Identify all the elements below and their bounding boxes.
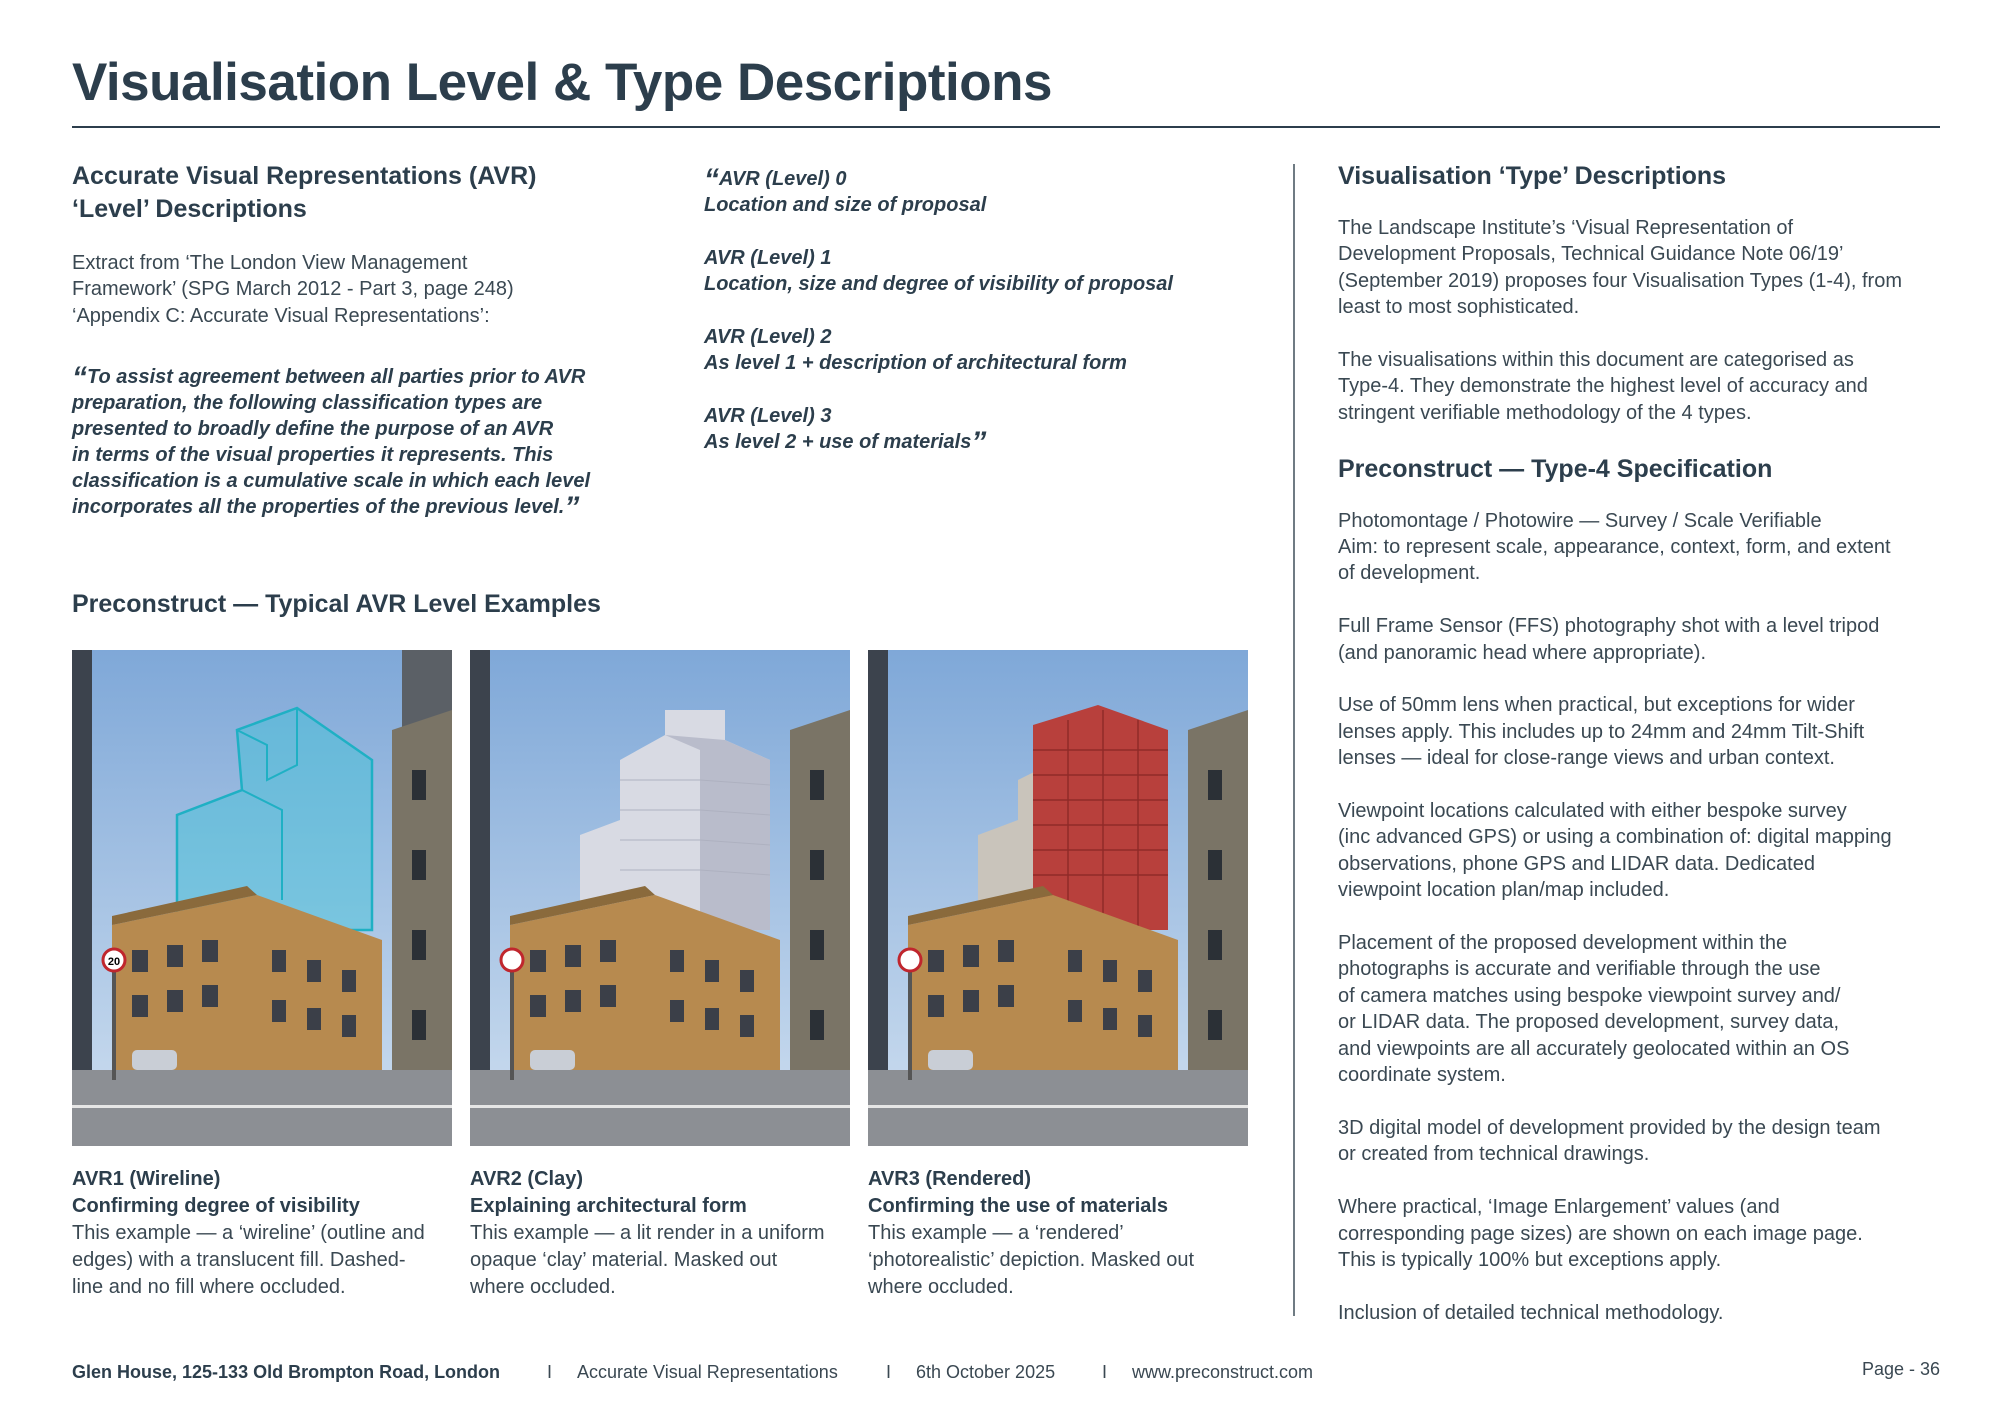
caption-rendered-desc-3: where occluded. [868,1276,1014,1298]
spec-p3-line-3: lenses — ideal for close-range views and urban context. [1338,747,1835,770]
avr-level-2-text: As level 1 + description of architectural form [704,352,1127,374]
caption-clay [470,1166,860,1301]
page-footer [72,1359,1940,1388]
spec-p1-line-2: Aim: to represent scale, appearance, context, form, and extent [1338,536,1891,559]
spec-p5-line-1: Placement of the proposed development within the [1338,932,1788,955]
type-paragraph-1 [1338,215,1938,321]
spec-p1-line-3: of development. [1338,562,1481,585]
type-p1-line-3: (September 2019) proposes four Visualisation Types (1-4), from [1338,269,1902,292]
caption-rendered-desc-1: This example — a ‘rendered’ [868,1222,1124,1244]
footer-separator-2: I [886,1362,892,1382]
spec-p5-line-6: coordinate system. [1338,1064,1506,1087]
spec-paragraph-1 [1338,508,1938,587]
page-title: Visualisation Level & Type Descriptions [72,53,1052,112]
caption-wireline-desc-2: edges) with a translucent fill. Dashed- [72,1249,406,1271]
spec-p1-line-1: Photomontage / Photowire — Survey / Scale Verifiable [1338,509,1822,532]
type-p2-line-3: stringent verifiable methodology of the 4 types. [1338,401,1752,424]
footer-address: Glen House, 125-133 Old Brompton Road, London [72,1362,501,1382]
caption-wireline-title: AVR1 (Wireline) [72,1168,221,1190]
avr-level-2 [704,324,1264,376]
caption-rendered-desc-2: ‘photorealistic’ depiction. Masked out [868,1249,1195,1271]
caption-rendered [868,1166,1258,1301]
caption-wireline-desc-3: line and no fill where occluded. [72,1276,346,1298]
avr-level-1-label: AVR (Level) 1 [704,247,832,269]
caption-clay-desc-3: where occluded. [470,1276,616,1298]
avr-intro-line-3: ‘Appendix C: Accurate Visual Representations’: [72,304,490,327]
avr-level-1-text: Location, size and degree of visibility of proposal [704,273,1173,295]
levels-open-mark: “ [704,163,719,196]
spec-paragraph-8 [1338,1300,1938,1326]
example-image-clay [470,650,850,1146]
spec-p5-line-4: or LIDAR data. The proposed development, survey data, [1338,1011,1840,1034]
title-divider [72,126,1940,128]
caption-clay-desc-1: This example — a lit render in a uniform [470,1222,825,1244]
type-p1-line-4: least to most sophisticated. [1338,296,1580,319]
spec-p6-line-2: or created from technical drawings. [1338,1143,1650,1166]
footer-separator-1: I [547,1362,553,1382]
avr-intro-text [72,250,612,329]
avr-level-3 [704,403,1264,459]
spec-p2-line-1: Full Frame Sensor (FFS) photography shot with a level tripod [1338,615,1880,638]
spec-p6-line-1: 3D digital model of development provided by the design team [1338,1116,1881,1139]
avr-quote-line-1: To assist agreement between all parties prior to AVR [87,366,586,388]
examples-heading: Preconstruct — Typical AVR Level Examples [72,590,601,618]
caption-clay-subtitle: Explaining architectural form [470,1195,747,1217]
caption-rendered-title: AVR3 (Rendered) [868,1168,1031,1190]
spec-p8-line-1: Inclusion of detailed technical methodology. [1338,1301,1724,1324]
footer-website[interactable]: www.preconstruct.com [1132,1362,1314,1382]
avr-intro-line-2: Framework’ (SPG March 2012 - Part 3, page 248) [72,278,514,301]
quote-close-mark: ” [564,491,580,524]
column-divider [1293,164,1295,1316]
caption-clay-desc-2: opaque ‘clay’ material. Masked out [470,1249,778,1271]
avr-section-heading [72,160,632,226]
example-image-wireline [72,650,452,1146]
spec-p4-line-3: observations, phone GPS and LIDAR data. Dedicated [1338,852,1815,875]
spec-paragraph-4 [1338,798,1938,904]
speed-sign-text: 20 [107,956,121,968]
spec-p3-line-2: lenses apply. This includes up to 24mm and 24mm Tilt-Shift [1338,720,1865,743]
caption-wireline-subtitle: Confirming degree of visibility [72,1195,360,1217]
footer-doc-name: Accurate Visual Representations [577,1362,838,1382]
spec-paragraph-2 [1338,613,1938,666]
caption-wireline [72,1166,462,1301]
caption-wireline-desc-1: This example — a ‘wireline’ (outline and [72,1222,425,1244]
avr-level-0 [704,163,1264,218]
avr-quote-line-6: incorporates all the properties of the previous level. [72,496,565,518]
spec-p5-line-5: and viewpoints are all accurately geolocated within an OS [1338,1037,1850,1060]
spec-p7-line-1: Where practical, ‘Image Enlargement’ values (and [1338,1196,1780,1219]
avr-level-2-label: AVR (Level) 2 [704,326,832,348]
type-p2-line-1: The visualisations within this document are categorised as [1338,349,1854,372]
spec-section-heading: Preconstruct — Type-4 Specification [1338,454,1773,483]
spec-p7-line-3: This is typically 100% but exceptions apply. [1338,1248,1722,1271]
spec-paragraph-6 [1338,1115,1938,1168]
avr-quote-line-4: in terms of the visual properties it represents. This [72,444,554,466]
wireline-photo [72,650,452,1146]
avr-heading-line-1: Accurate Visual Representations (AVR) [72,162,537,190]
footer-date: 6th October 2025 [916,1362,1056,1382]
spec-p4-line-4: viewpoint location plan/map included. [1338,879,1670,902]
clay-photo [470,650,850,1146]
spec-p4-line-2: (inc advanced GPS) or using a combination of: digital mapping [1338,826,1892,849]
avr-level-3-label: AVR (Level) 3 [704,405,832,427]
avr-heading-line-2: ‘Level’ Descriptions [72,195,307,223]
levels-close-mark: ” [971,426,987,459]
avr-level-0-label: AVR (Level) 0 [719,168,847,190]
spec-paragraph-5 [1338,930,1938,1088]
avr-quote-line-5: classification is a cumulative scale in which each level [72,470,591,492]
avr-levels-list [704,163,1264,482]
avr-intro-line-1: Extract from ‘The London View Management [72,252,468,274]
spec-paragraph-7 [1338,1194,1938,1273]
spec-p5-line-2: photographs is accurate and verifiable through the use [1338,958,1821,981]
avr-quote [72,361,632,524]
type-p1-line-2: Development Proposals, Technical Guidance Note 06/19’ [1338,243,1844,266]
avr-quote-line-3: presented to broadly define the purpose of an AVR [72,418,554,440]
right-column [1338,160,1938,1353]
spec-p3-line-1: Use of 50mm lens when practical, but exceptions for wider [1338,694,1855,717]
avr-level-3-text: As level 2 + use of materials [704,431,972,453]
footer-separator-3: I [1102,1362,1108,1382]
spec-p7-line-2: corresponding page sizes) are shown on each image page. [1338,1222,1863,1245]
avr-level-0-text: Location and size of proposal [704,194,987,216]
avr-level-1 [704,245,1264,297]
footer-page-number: Page - 36 [1861,1359,1940,1379]
example-image-rendered [868,650,1248,1146]
caption-rendered-subtitle: Confirming the use of materials [868,1195,1169,1217]
example-images [72,650,1248,1146]
spec-paragraph-3 [1338,692,1938,771]
type-p1-line-1: The Landscape Institute’s ‘Visual Representation of [1338,217,1794,239]
spec-p4-line-1: Viewpoint locations calculated with either bespoke survey [1338,800,1847,823]
avr-quote-line-2: preparation, the following classification types are [72,392,543,414]
rendered-photo [868,650,1248,1146]
type-paragraph-2 [1338,347,1938,426]
type-p2-line-2: Type-4. They demonstrate the highest level of accuracy and [1338,375,1868,398]
spec-p2-line-2: (and panoramic head where appropriate). [1338,641,1706,664]
quote-open-mark: “ [72,361,87,394]
caption-clay-title: AVR2 (Clay) [470,1168,583,1190]
type-section-heading: Visualisation ‘Type’ Descriptions [1338,162,1727,190]
spec-p5-line-3: of camera matches using bespoke viewpoint survey and/ [1338,984,1841,1007]
